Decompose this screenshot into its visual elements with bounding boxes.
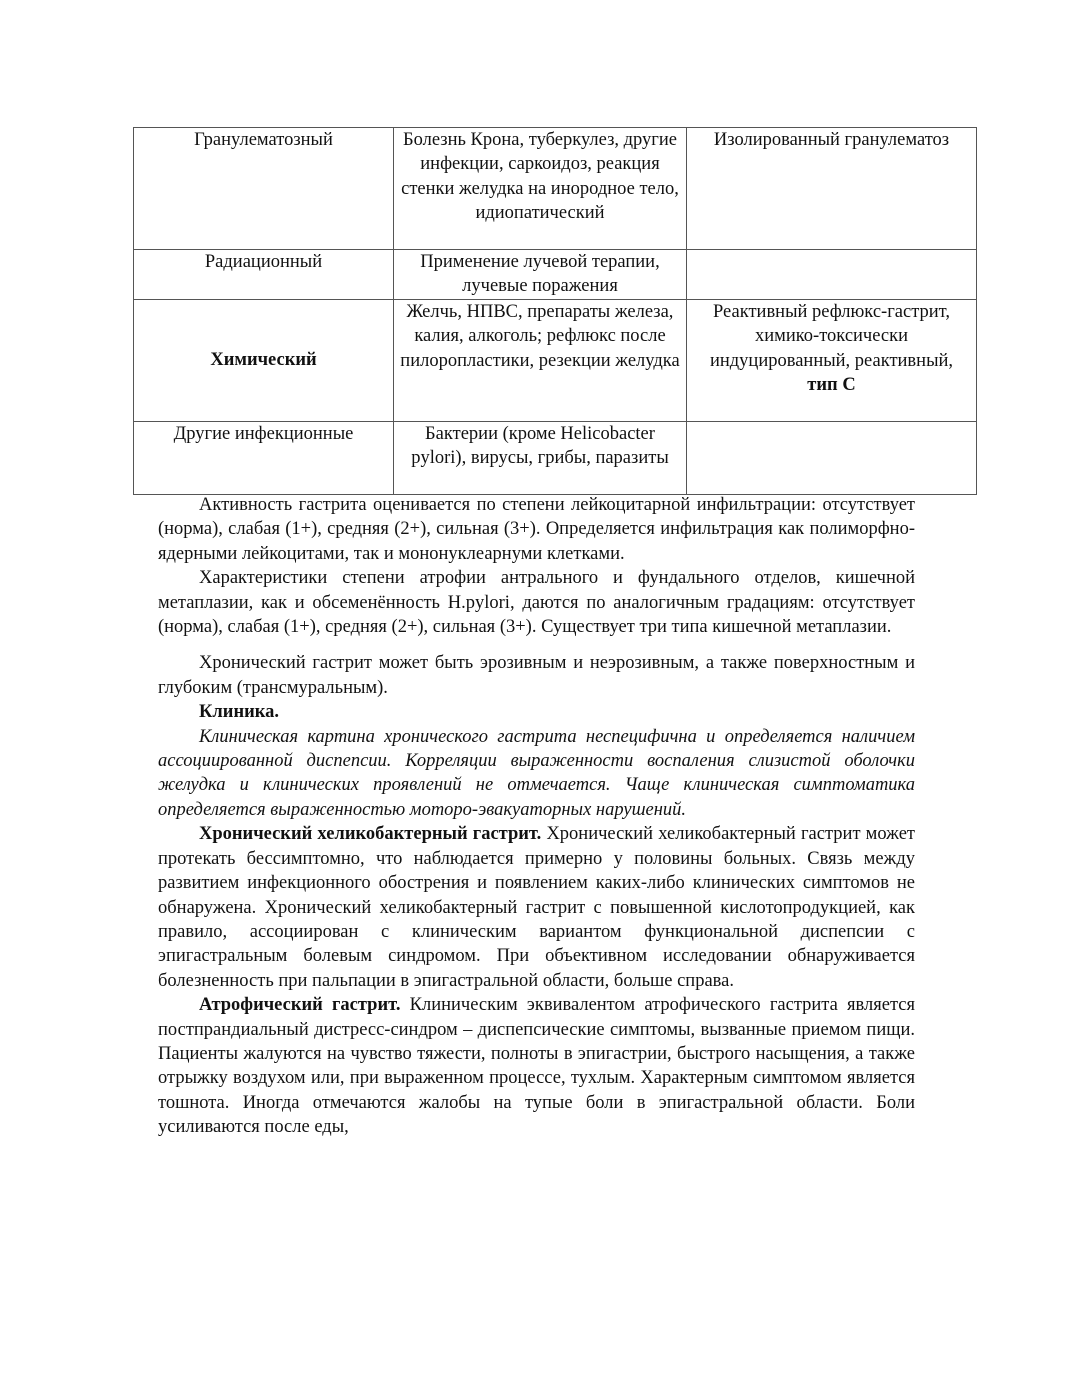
table-row <box>134 300 977 422</box>
table-row <box>134 128 977 250</box>
table-cell-synonyms: Изолированный гранулематоз <box>687 128 977 250</box>
table-cell-synonyms-text: Реактивный рефлюкс-гастрит, химико-токсически индуцированный, реактивный, <box>709 302 954 371</box>
clinic-heading: Клиника. <box>199 702 280 723</box>
table-cell-synonyms <box>687 422 977 495</box>
table-cell-type: Другие инфекционные <box>134 422 394 495</box>
paragraph-atrophy: Характеристики степени атрофии антрального и фундального отделов, кишечной метаплазии, как и обсеменённость H.pylori, даются по аналогичным градациям: отсутствует (норма), слабая (1+), средняя (2+), сильная (3+). Существует три типа кишечной метаплазии. <box>158 568 915 638</box>
table-cell-type: Гранулематозный <box>134 128 394 250</box>
table-row <box>134 250 977 300</box>
table-cell-causes: Болезнь Крона, туберкулез, другие инфекции, саркоидоз, реакция стенки желудка на инородное тело, идиопатический <box>394 128 687 250</box>
table-cell-synonyms-bold: тип С <box>807 375 856 396</box>
paragraph-activity: Активность гастрита оценивается по степени лейкоцитарной инфильтрации: отсутствует (норма), слабая (1+), средняя (2+), сильная (3+). Определяется инфильтрация как полиморфно-ядерными лейкоцитами, так и мононуклеарнуми клетками. <box>158 495 915 564</box>
paragraph-atrophic <box>158 993 915 1139</box>
table-cell-causes: Бактерии (кроме Helicobacter pylori), вирусы, грибы, паразиты <box>394 422 687 495</box>
table-cell-type: Радиационный <box>134 250 394 300</box>
table-cell-type <box>134 300 394 422</box>
atrophic-heading: Атрофический гастрит. <box>199 995 401 1016</box>
atrophic-text: Клиническим эквивалентом атрофического гастрита является постпрандиальный дистресс-синдром – диспепсические симптомы, вызванные приемом пищи. Пациенты жалуются на чувство тяжести, полноты в эпигастрии, быстрого насыщения, а также отрыжку воздухом или, при выраженном процессе, тухлым. Характерным симптомом является тошнота. Иногда отмечаются жалобы на тупые боли в эпигастральной области. Боли усиливаются после еды, <box>158 995 915 1138</box>
gastritis-classification-table <box>133 127 977 495</box>
table-cell-type-bold: Химический <box>210 350 317 371</box>
section-heading-clinic <box>158 700 915 724</box>
helicobacter-text: Хронический хеликобактерный гастрит может протекать бессимптомно, что наблюдается примерно у половины больных. Связь между развитием инфекционного обострения и появлением каких-либо клинических симптомов не обнаружена. Хронический хеликобактерный гастрит с повышенной кислотопродукцией, как правило, ассоциирован с клиническим вариантом функциональной диспепсии с эпигастральным болевым синдромом. При объективном исследовании обнаруживается болезненность при пальпации в эпигастральной области, больше справа. <box>158 824 916 991</box>
table-cell-synonyms <box>687 250 977 300</box>
body-text <box>158 493 915 1140</box>
table-cell-causes: Желчь, НПВС, препараты железа, калия, алкоголь; рефлюкс после пилоропластики, резекции желудка <box>394 300 687 422</box>
table-cell-synonyms <box>687 300 977 422</box>
paragraph-erosive: Хронический гастрит может быть эрозивным и неэрозивным, а также поверхностным и глубоким (трансмуральным). <box>158 653 915 698</box>
helicobacter-heading: Хронический хеликобактерный гастрит. <box>199 824 542 845</box>
paragraph-clinic: Клиническая картина хронического гастрита неспецифична и определяется наличием ассоциированной диспепсии. Корреляции выраженности воспаления слизистой оболочки желудка и клинических проявлений не отмечается. Чаще клиническая симптоматика определяется выраженностью моторо-эвакуаторных нарушений. <box>158 726 915 820</box>
table-cell-causes: Применение лучевой терапии, лучевые поражения <box>394 250 687 300</box>
table-row <box>134 422 977 495</box>
paragraph-helicobacter <box>158 822 915 993</box>
